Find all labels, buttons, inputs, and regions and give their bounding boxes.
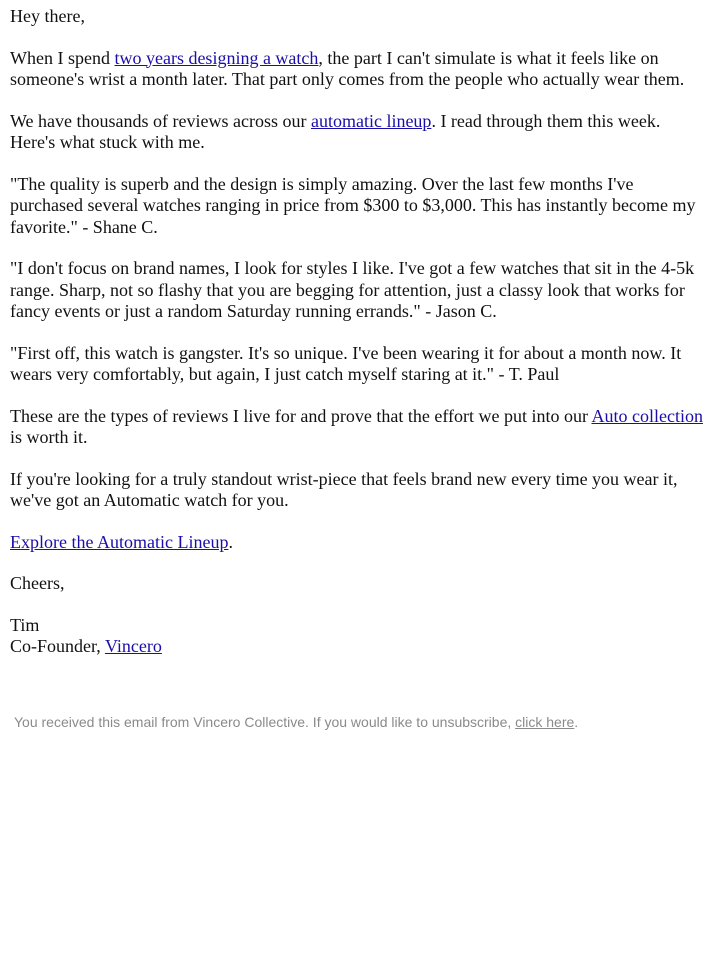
email-footer xyxy=(0,714,720,730)
paragraph-intro-text-before: When I spend xyxy=(10,47,115,68)
paragraph-reviews-intro xyxy=(10,111,710,154)
review-quote-2: "I don't focus on brand names, I look for styles I like. I've got a few watches that sit in the 4-5k range. Sharp, not so flashy that you are begging for attention, just a classy look that works for fancy events or just a random Saturday running errands." - Jason C. xyxy=(10,258,695,321)
paragraph-reviews-intro-before: We have thousands of reviews across our xyxy=(10,110,311,131)
footer-text: You received this email from Vincero Collective. If you would like to unsubscribe, xyxy=(14,713,516,730)
explore-automatic-lineup-link[interactable]: Explore the Automatic Lineup xyxy=(10,531,229,552)
paragraph-reviews-intro-after: . I read through them this week. Here's what stuck with me. xyxy=(10,110,661,152)
signature-title-prefix: Co-Founder, xyxy=(10,636,105,656)
cta-period: . xyxy=(228,531,233,552)
greeting: Hey there, xyxy=(10,6,85,26)
review-quote-3: "First off, this watch is gangster. It's so unique. I've been wearing it for about a month now. It wears very comfortably, but again, I just catch myself staring at it." - T. Paul xyxy=(10,342,682,384)
paragraph-intro-text-after: , the part I can't simulate is what it feels like on someone's wrist a month later. That part only comes from the people who actually wear them. xyxy=(10,47,685,89)
vincero-link[interactable]: Vincero xyxy=(104,636,162,656)
paragraph-intro xyxy=(10,48,710,91)
signature xyxy=(10,615,710,658)
unsubscribe-link[interactable]: click here xyxy=(515,713,575,730)
review-quote-1: "The quality is superb and the design is simply amazing. Over the last few months I've purchased several watches ranging in price from $300 to $3,000. This has instantly become my favorite." - Shane C. xyxy=(10,173,696,237)
closing: Cheers, xyxy=(10,573,65,593)
automatic-lineup-link[interactable]: automatic lineup xyxy=(310,110,432,131)
paragraph-effort-after: is worth it. xyxy=(10,427,88,447)
paragraph-effort-before: These are the types of reviews I live for and prove that the effort we put into our xyxy=(10,405,592,426)
paragraph-standout: If you're looking for a truly standout wrist-piece that feels brand new every time you wear it, we've got an Automatic watch for you. xyxy=(10,468,678,510)
footer-period: . xyxy=(574,713,579,730)
signature-title xyxy=(10,636,710,658)
paragraph-effort xyxy=(10,406,710,449)
auto-collection-link[interactable]: Auto collection xyxy=(591,405,703,426)
two-years-designing-link[interactable]: two years designing a watch xyxy=(114,47,319,68)
signature-name: Tim xyxy=(10,614,40,635)
cta-paragraph xyxy=(10,532,710,554)
